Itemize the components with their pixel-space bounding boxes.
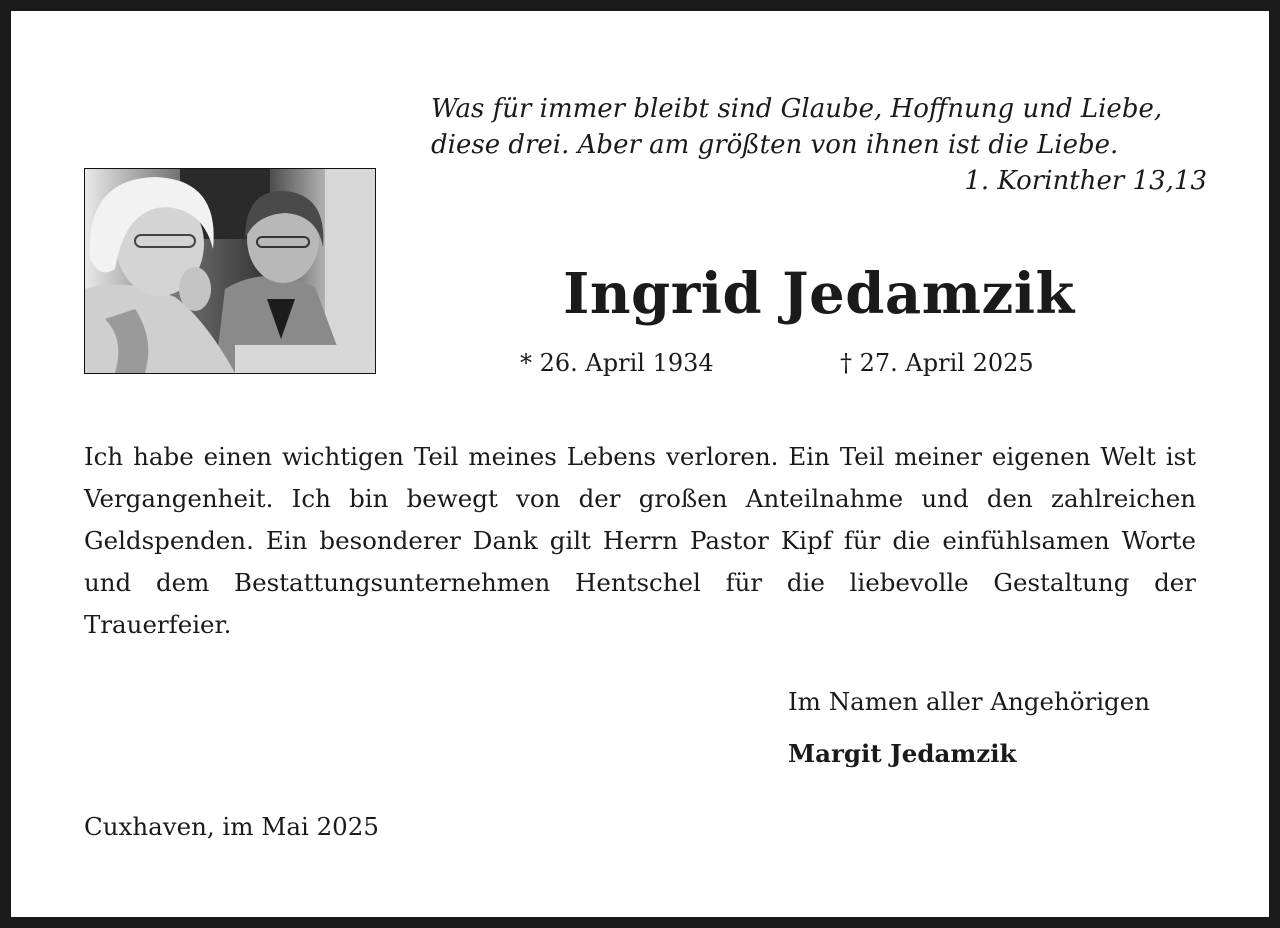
death-date: † 27. April 2025 [840,349,1034,377]
birth-date: * 26. April 1934 [520,349,714,377]
deceased-name: Ingrid Jedamzik [563,261,1075,327]
verse-line-1: Was für immer bleibt sind Glaube, Hoffnung und Liebe, [431,94,1163,124]
obituary-card [11,11,1269,917]
closing-line: Im Namen aller Angehörigen [788,687,1151,716]
thank-you-message: Ich habe einen wichtigen Teil meines Lebens verloren. Ein Teil meiner eigenen Welt ist Vergangenheit. Ich bin bewegt von der großen Anteilnahme und den zahlreichen Geldspenden. Ein besonderer Dank gilt Herrn Pastor Kipf für die einfühlsamen Worte und dem Bestattungsunternehmen Hentschel für die liebevolle Gestaltung der Trauerfeier. [84,442,1196,639]
portrait-photo [84,168,376,374]
verse-line-2: diese drei. Aber am größten von ihnen ist die Liebe. [431,130,1119,160]
signer-name: Margit Jedamzik [788,739,1017,768]
verse-reference: 1. Korinther 13,13 [964,166,1207,196]
photo-two-women-icon [85,169,375,373]
bible-verse [431,91,1207,199]
place-and-date: Cuxhaven, im Mai 2025 [84,812,379,841]
